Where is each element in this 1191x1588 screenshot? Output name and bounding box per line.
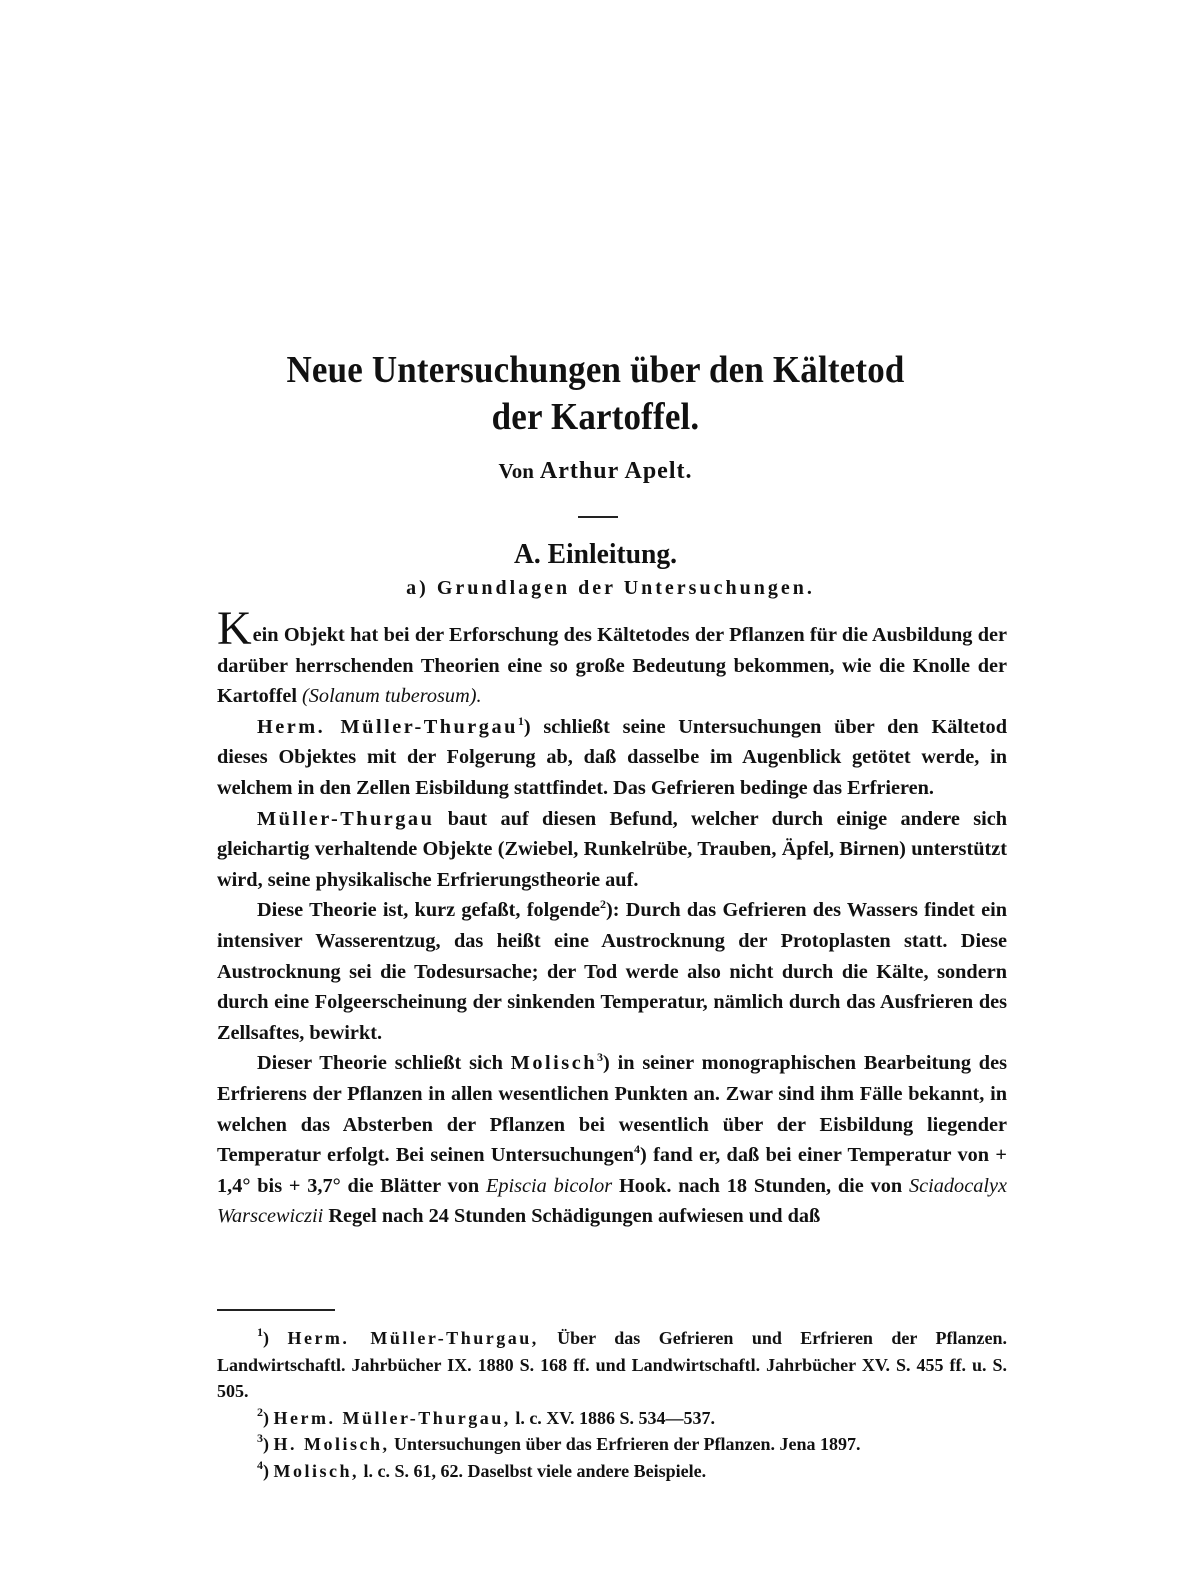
paragraph-5 <box>217 1048 1007 1232</box>
footnote-number: 1 <box>257 1325 263 1339</box>
footnote-divider <box>217 1309 335 1311</box>
author-reference: Herm. Müller-Thurgau <box>257 715 518 738</box>
author-reference: Molisch <box>510 1052 597 1075</box>
paragraph-text: Diese Theorie ist, kurz gefaßt, folgende <box>257 899 600 922</box>
footnote-text: Über das Gefrieren und Erfrieren der Pflanzen. Landwirtschaftl. Jahrbücher IX. 1880 S. 168 ff. und Landwirtschaftl. Jahrbücher XV. S. 455 ff. u. S. 505. <box>217 1328 1007 1401</box>
footnote-author: Herm. Müller-Thurgau, <box>273 1407 511 1428</box>
footnote-3: $^3$) H. Molisch, Untersuchungen über das Erfrieren der Pflanzen. Jena 1897. <box>257 1431 861 1454</box>
byline <box>0 458 1191 485</box>
footnote-ref: 1 <box>517 713 524 728</box>
title-divider <box>578 516 618 518</box>
footnote-4: $^4$) Molisch, l. c. S. 61, 62. Daselbst viele andere Beispiele. <box>257 1457 707 1481</box>
footnote-ref: 2 <box>600 897 606 912</box>
paragraph-text: Dieser Theorie schließt sich <box>257 1052 511 1075</box>
footnote-ref: 3 <box>596 1050 603 1065</box>
footnote-1: $^1$) Herm. Müller-Thurgau, Über das Gefrieren und Erfrieren der Pflanzen. Landwirtschaftl. Jahrbücher IX. 1880 S. 168 ff. und Landwirtschaftl. Jahrbücher XV. S. 455 ff. u. S. 505. <box>217 1325 1007 1401</box>
footnote-author: Herm. Müller-Thurgau, <box>287 1328 539 1348</box>
footnote-author: Molisch, <box>273 1460 359 1481</box>
footnote-text: l. c. S. 61, 62. Daselbst viele andere Beispiele. <box>359 1460 707 1481</box>
subsection-heading: a) Grundlagen der Untersuchungen. <box>406 577 815 599</box>
author-reference: Müller-Thurgau <box>257 807 435 830</box>
byline-prefix: Von <box>498 459 534 483</box>
body-text <box>217 602 1007 1232</box>
paragraph-4 <box>217 895 1007 1048</box>
italic-term: (Solanum tuberosum). <box>302 685 482 708</box>
paragraph-text: ) schließt seine Untersuchungen über den Kältetod dieses Objektes mit der Folgerung ab, daß dasselbe im Augenblick getötet werde, in welchem in den Zellen Eisbildung stattfindet. Das Gefrieren bedinge das Erfrieren. <box>217 715 1007 799</box>
paragraph-text: Hook. nach 18 Stunden, die von <box>612 1174 909 1197</box>
paragraph-1 <box>217 602 1007 712</box>
paragraph-text: ) fand er, daß bei einer Temperatur von + 1,4° bis + 3,7° die Blätter von <box>217 1144 1007 1197</box>
paragraph-3 <box>217 804 1007 896</box>
paragraph-text: ) in seiner monographischen Bearbeitung des Erfrierens der Pflanzen in allen wesentlichen Punkten an. Zwar sind ihm Fälle bekannt, in welchen das Absterben der Pflanzen bei wesentlich über der Eisbildung liegender Temperatur erfolgt. Bei seinen Untersuchungen <box>217 1052 1007 1167</box>
paragraph-text: ): Durch das Gefrieren des Wassers findet ein intensiver Wasserentzug, das heißt eine Austrocknung der Protoplasten statt. Diese Austrocknung sei die Todesursache; der Tod werde also nicht durch die Kälte, sondern durch eine Folgeerscheinung der sinkenden Temperatur, nämlich durch das Ausfrieren des Zellsaftes, bewirkt. <box>217 899 1007 1044</box>
title-line-1: Neue Untersuchungen über den Kältetod <box>286 349 905 391</box>
title-line-2: der Kartoffel. <box>491 396 700 438</box>
footnote-number: 2 <box>257 1404 263 1419</box>
footnote-text: l. c. XV. 1886 S. 534—537. <box>510 1407 715 1428</box>
author-name: Arthur Apelt. <box>539 458 693 484</box>
footnotes <box>217 1325 1007 1484</box>
paragraph-text: Regel nach 24 Stunden Schädigungen aufwiesen und daß <box>323 1205 821 1228</box>
footnote-author: H. Molisch, <box>273 1434 390 1454</box>
italic-species: Episcia bicolor <box>485 1174 613 1197</box>
italic-species: Sciadocalyx Warscewiczii <box>217 1174 1007 1228</box>
section-heading: A. Einleitung. <box>513 538 678 570</box>
footnote-text: Untersuchungen über das Erfrieren der Pflanzen. Jena 1897. <box>389 1434 861 1454</box>
paragraph-text: baut auf diesen Befund, welcher durch einige andere sich gleichartig verhaltende Objekte (Zwiebel, Runkelrübe, Trauben, Äpfel, Birnen) unterstützt wird, seine physikalische Erfrierungstheorie auf. <box>217 807 1007 891</box>
drop-cap: K <box>217 602 252 655</box>
footnote-ref: 4 <box>634 1142 641 1157</box>
paragraph-text: ein Objekt hat bei der Erforschung des Kältetodes der Pflanzen für die Ausbildung der darüber herrschenden Theorien eine so große Bedeutung bekommen, wie die Knolle der Kartoffel <box>217 624 1007 708</box>
footnote-number: 3 <box>257 1431 263 1445</box>
footnote-number: 4 <box>257 1457 263 1472</box>
footnote-2: $^2$) Herm. Müller-Thurgau, l. c. XV. 1886 S. 534—537. <box>257 1404 715 1428</box>
paragraph-2 <box>217 712 1007 804</box>
